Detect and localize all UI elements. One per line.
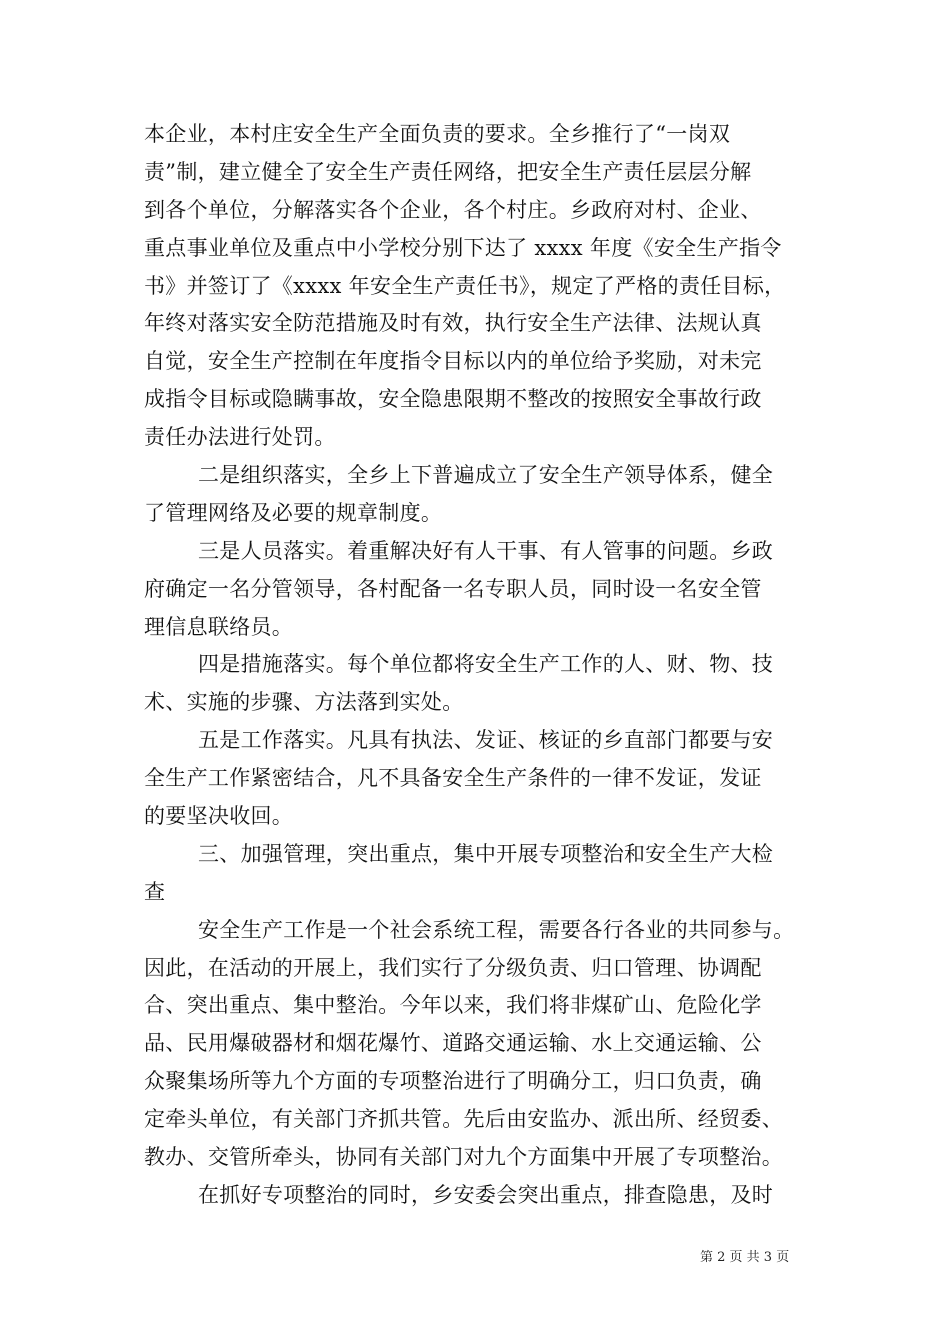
text-line: 三是人员落实。着重解决好有人干事、有人管事的问题。乡政 xyxy=(198,538,774,563)
text-line: 安全生产工作是一个社会系统工程，需要各行各业的共同参与。 xyxy=(198,917,795,942)
text-line: 教办、交管所牵头，协同有关部门对九个方面集中开展了专项整治。 xyxy=(144,1145,783,1170)
text-line: 品、民用爆破器材和烟花爆竹、道路交通运输、水上交通运输、公 xyxy=(144,1031,762,1056)
text-line: 了管理网络及必要的规章制度。 xyxy=(144,500,443,525)
text-line: 二是组织落实，全乡上下普遍成立了安全生产领导体系，健全 xyxy=(198,463,774,488)
text-line: 的要坚决收回。 xyxy=(144,804,294,829)
text-line: 术、实施的步骤、方法落到实处。 xyxy=(144,690,464,715)
text-line: 责”制，建立健全了安全生产责任网络，把安全生产责任层层分解 xyxy=(144,159,752,184)
text-line: 众聚集场所等九个方面的专项整治进行了明确分工，归口负责，确 xyxy=(144,1069,762,1094)
text-line: 合、突出重点、集中整治。今年以来，我们将非煤矿山、危险化学 xyxy=(144,993,762,1018)
text-line: 在抓好专项整治的同时，乡安委会突出重点，排查隐患，及时 xyxy=(198,1182,774,1207)
text-line: 三、加强管理，突出重点，集中开展专项整治和安全生产大检 xyxy=(198,841,774,866)
text-line: 定牵头单位，有关部门齐抓共管。先后由安监办、派出所、经贸委、 xyxy=(144,1107,783,1132)
text-line: 年终对落实安全防范措施及时有效，执行安全生产法律、法规认真 xyxy=(144,311,762,336)
document-body xyxy=(144,116,812,1215)
text-line: 查 xyxy=(144,879,166,904)
text-line: 责任办法进行处罚。 xyxy=(144,425,336,450)
text-line: 理信息联络员。 xyxy=(144,614,294,639)
text-line: 四是措施落实。每个单位都将安全生产工作的人、财、物、技 xyxy=(198,652,774,677)
text-line: 全生产工作紧密结合，凡不具备安全生产条件的一律不发证，发证 xyxy=(144,766,762,791)
text-line: 因此，在活动的开展上，我们实行了分级负责、归口管理、协调配 xyxy=(144,955,762,980)
text-line: 成指令目标或隐瞒事故，安全隐患限期不整改的按照安全事故行政 xyxy=(144,387,762,412)
page-number-footer: 第 2 页 共 3 页 xyxy=(700,1250,790,1265)
text-line: 重点事业单位及重点中小学校分别下达了 xxxx 年度《安全生产指令 xyxy=(144,235,782,260)
text-line: 书》并签订了《xxxx 年安全生产责任书》，规定了严格的责任目标， xyxy=(144,273,786,298)
text-line: 自觉，安全生产控制在年度指令目标以内的单位给予奖励，对未完 xyxy=(144,349,762,374)
text-line: 五是工作落实。凡具有执法、发证、核证的乡直部门都要与安 xyxy=(198,728,774,753)
text-line: 本企业，本村庄安全生产全面负责的要求。全乡推行了“一岗双 xyxy=(144,122,731,146)
text-line: 府确定一名分管领导，各村配备一名专职人员，同时设一名安全管 xyxy=(144,576,762,601)
text-line: 到各个单位，分解落实各个企业，各个村庄。乡政府对村、企业、 xyxy=(144,197,762,222)
